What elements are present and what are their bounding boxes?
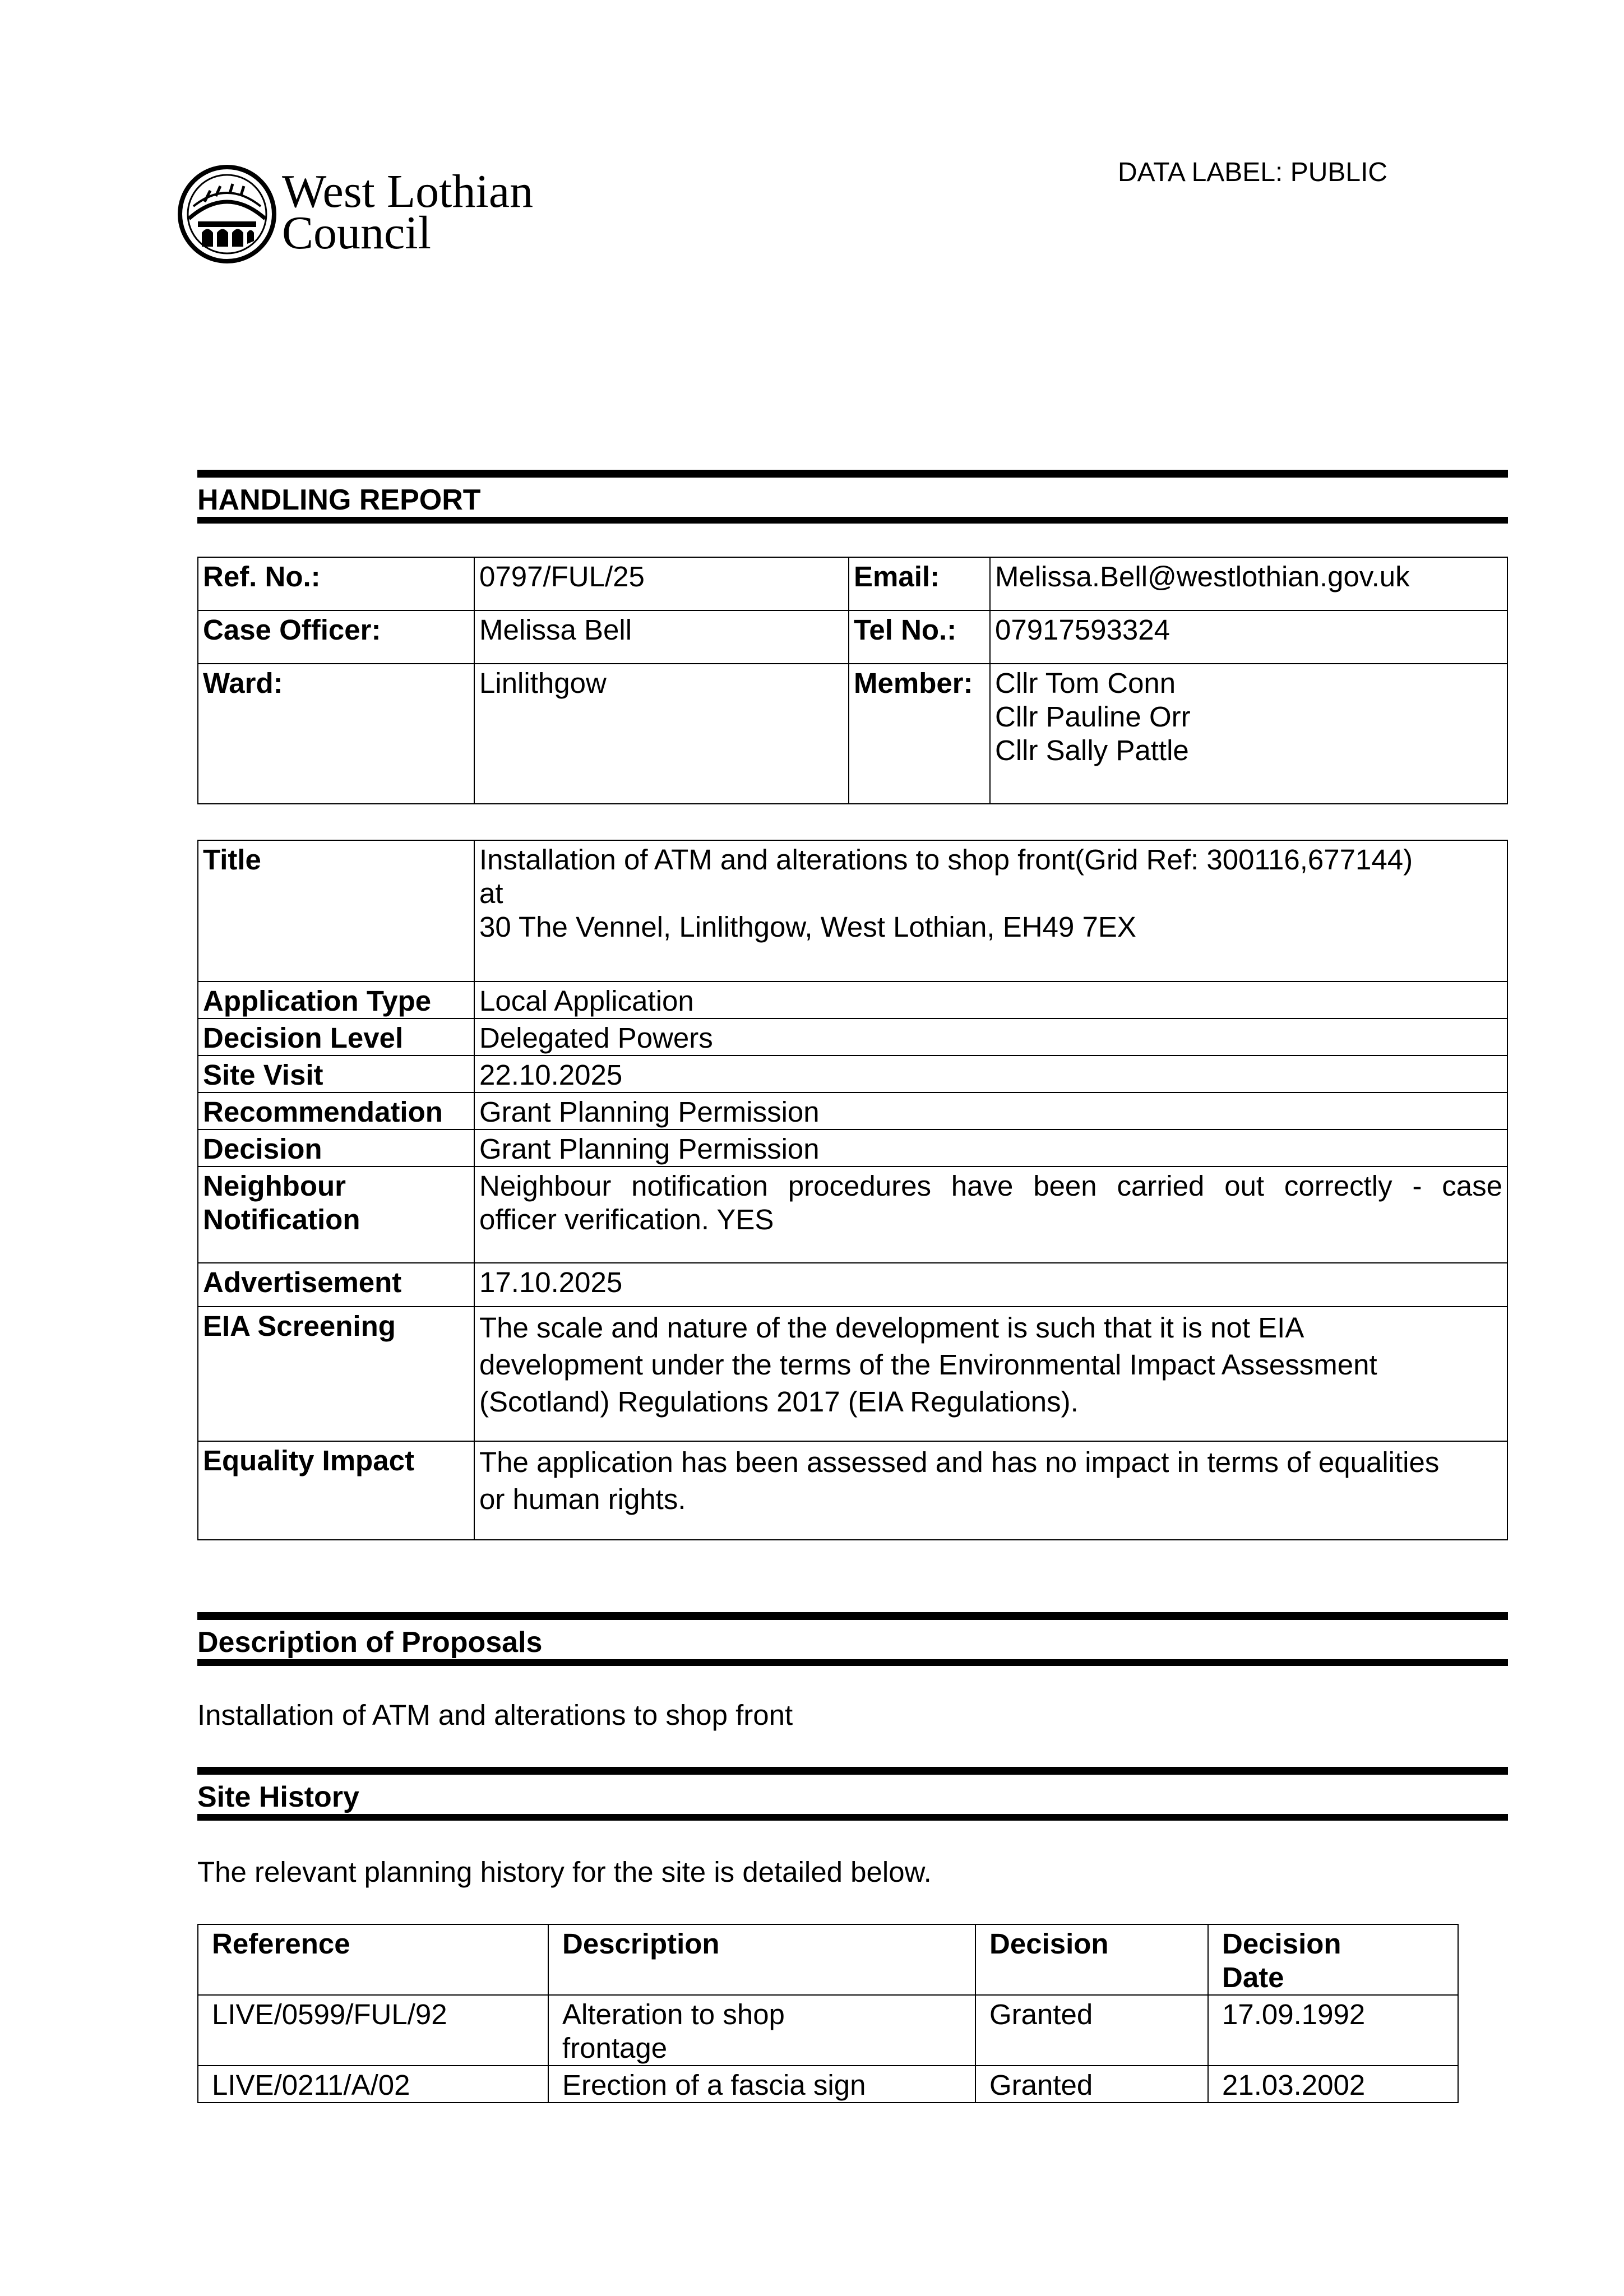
table-row: [198, 982, 1507, 1019]
tel-label: Tel No.:: [849, 610, 990, 664]
eia-line: development under the terms of the Environmental Impact Assessment: [479, 1349, 1377, 1381]
title-line: at: [479, 877, 503, 909]
header-line: Decision: [1222, 1928, 1341, 1960]
ward-label: Ward:: [198, 664, 474, 804]
neighbour-label-line: Neighbour: [203, 1170, 346, 1202]
email-label: Email:: [849, 557, 990, 610]
site-history-heading: [197, 1767, 1508, 1821]
tel-value: 07917593324: [990, 610, 1507, 664]
history-decision: Granted: [975, 2066, 1208, 2103]
site-history-title: Site History: [197, 1781, 359, 1813]
case-officer-value: Melissa Bell: [474, 610, 849, 664]
table-row: [198, 1166, 1507, 1263]
equality-impact-value: [474, 1441, 1507, 1540]
logo-text-line2: Council: [282, 207, 431, 259]
officer-table: [197, 557, 1508, 804]
neighbour-notification-value: [474, 1166, 1507, 1263]
council-logo: [177, 163, 558, 269]
history-decision: Granted: [975, 1995, 1208, 2066]
table-row: [198, 1995, 1458, 2066]
decision-value: Grant Planning Permission: [474, 1130, 1507, 1166]
ref-value: 0797/FUL/25: [474, 557, 849, 610]
col-header-decision: Decision: [975, 1924, 1208, 1995]
ward-value: Linlithgow: [474, 664, 849, 804]
advertisement-label: Advertisement: [198, 1263, 474, 1307]
history-description: [548, 1995, 975, 2066]
history-decision-date: 21.03.2002: [1208, 2066, 1458, 2103]
description-heading: [197, 1612, 1508, 1666]
heading-rule-bottom: [197, 1814, 1508, 1821]
equality-line: or human rights.: [479, 1483, 686, 1515]
history-description: Erection of a fascia sign: [548, 2066, 975, 2103]
eia-screening-value: [474, 1307, 1507, 1441]
neighbour-notification-label: [198, 1166, 474, 1263]
heading-rule-top: [197, 470, 1508, 478]
data-label: DATA LABEL: PUBLIC: [1118, 158, 1388, 187]
site-history-table: [197, 1924, 1459, 2103]
decision-level-label: Decision Level: [198, 1019, 474, 1056]
table-row: [198, 664, 1507, 804]
table-row: [198, 1056, 1507, 1093]
description-text: Installation of ATM and alterations to shop front: [197, 1699, 793, 1731]
table-row: [198, 1130, 1507, 1166]
equality-line: The application has been assessed and has no impact in terms of equalities: [479, 1446, 1440, 1478]
recommendation-value: Grant Planning Permission: [474, 1093, 1507, 1130]
table-row: [198, 1263, 1507, 1307]
table-row: [198, 840, 1507, 982]
member-name: Cllr Tom Conn: [995, 667, 1176, 699]
table-row: [198, 1019, 1507, 1056]
report-title: HANDLING REPORT: [197, 484, 481, 516]
heading-rule-bottom: [197, 517, 1508, 524]
col-header-reference: Reference: [198, 1924, 548, 1995]
title-value: [474, 840, 1507, 982]
ref-label: Ref. No.:: [198, 557, 474, 610]
table-row: [198, 557, 1507, 610]
decision-level-value: Delegated Powers: [474, 1019, 1507, 1056]
header-line: Date: [1222, 1961, 1284, 1993]
col-header-description: Description: [548, 1924, 975, 1995]
member-name: Cllr Pauline Orr: [995, 701, 1191, 733]
details-table: [197, 840, 1508, 1540]
heading-rule-top: [197, 1612, 1508, 1620]
site-visit-value: 22.10.2025: [474, 1056, 1507, 1093]
table-row: [198, 1307, 1507, 1441]
eia-line: The scale and nature of the development is such that it is not EIA: [479, 1312, 1304, 1344]
advertisement-value: 17.10.2025: [474, 1263, 1507, 1307]
title-label: Title: [198, 840, 474, 982]
equality-impact-label: Equality Impact: [198, 1441, 474, 1540]
eia-screening-label: EIA Screening: [198, 1307, 474, 1441]
description-line: Alteration to shop: [562, 1998, 785, 2030]
history-reference: LIVE/0211/A/02: [198, 2066, 548, 2103]
table-row: [198, 2066, 1458, 2103]
member-name: Cllr Sally Pattle: [995, 734, 1189, 766]
member-value: [990, 664, 1507, 804]
neighbour-value-line: Neighbour notification procedures have been carried out correctly - case: [479, 1170, 1502, 1202]
case-officer-label: Case Officer:: [198, 610, 474, 664]
site-visit-label: Site Visit: [198, 1056, 474, 1093]
description-line: frontage: [562, 2032, 668, 2064]
application-type-value: Local Application: [474, 982, 1507, 1019]
title-line: 30 The Vennel, Linlithgow, West Lothian, EH49 7EX: [479, 911, 1136, 943]
history-decision-date: 17.09.1992: [1208, 1995, 1458, 2066]
recommendation-label: Recommendation: [198, 1093, 474, 1130]
decision-label: Decision: [198, 1130, 474, 1166]
history-reference: LIVE/0599/FUL/92: [198, 1995, 548, 2066]
logo-text-line1: West Lothian: [282, 165, 534, 217]
handling-report-heading: [197, 470, 1508, 524]
table-row: [198, 1441, 1507, 1540]
site-history-intro: The relevant planning history for the site is detailed below.: [197, 1856, 932, 1888]
member-label: Member:: [849, 664, 990, 804]
council-crest-icon: [177, 163, 277, 263]
heading-rule-top: [197, 1767, 1508, 1775]
eia-line: (Scotland) Regulations 2017 (EIA Regulations).: [479, 1386, 1079, 1418]
neighbour-value-line: officer verification. YES: [479, 1203, 774, 1235]
neighbour-label-line: Notification: [203, 1203, 360, 1235]
description-title: Description of Proposals: [197, 1626, 543, 1659]
heading-rule-bottom: [197, 1659, 1508, 1666]
table-row: [198, 610, 1507, 664]
col-header-decision-date: [1208, 1924, 1458, 1995]
application-type-label: Application Type: [198, 982, 474, 1019]
email-value[interactable]: Melissa.Bell@westlothian.gov.uk: [990, 557, 1507, 610]
title-line: Installation of ATM and alterations to shop front(Grid Ref: 300116,677144): [479, 844, 1413, 876]
table-header-row: [198, 1924, 1458, 1995]
table-row: [198, 1093, 1507, 1130]
